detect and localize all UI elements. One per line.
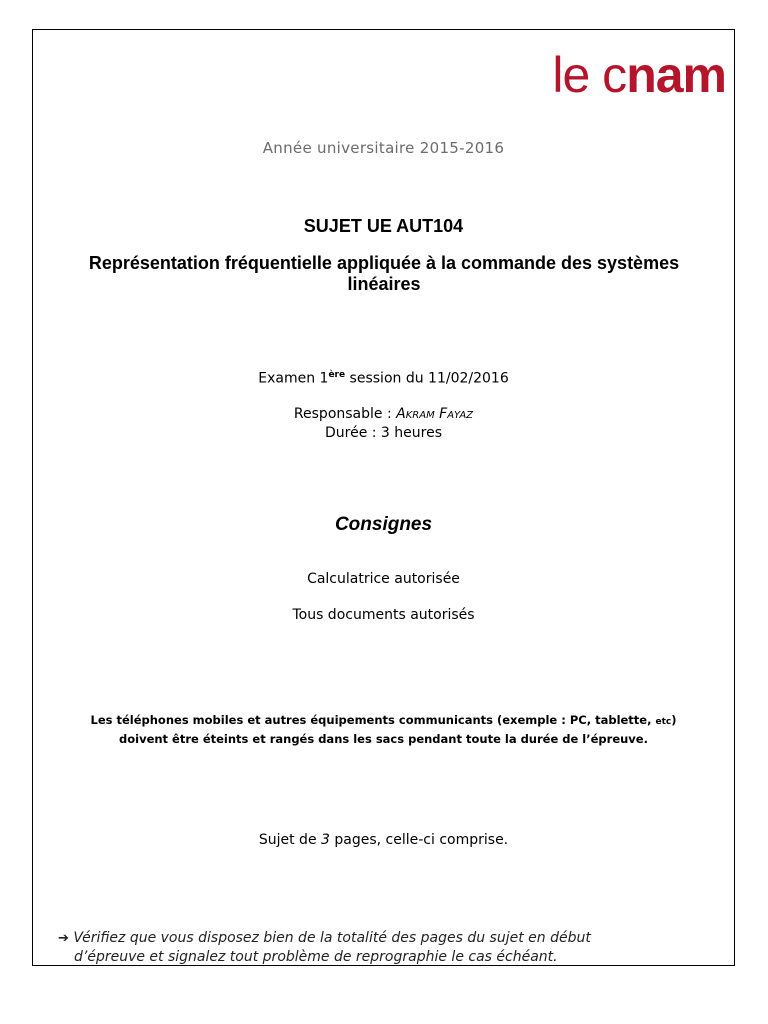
- verify-line1: Vérifiez que vous disposez bien de la totalité des pages du sujet en début: [68, 930, 591, 946]
- cnam-logo: [552, 47, 726, 103]
- responsable-label: Responsable :: [293, 406, 397, 422]
- page-count-suffix: pages, celle-ci comprise.: [329, 832, 509, 848]
- page-count-number: 3: [321, 832, 330, 848]
- calculator-rule: Calculatrice autorisée: [307, 571, 460, 587]
- exam-duration: Durée : 3 heures: [324, 425, 443, 441]
- exam-suffix: session du 11/02/2016: [345, 370, 509, 387]
- academic-year: Année universitaire 2015-2016: [262, 139, 505, 157]
- phones-warning-line2: doivent être éteints et rangés dans les sacs pendant toute la durée de l’épreuve.: [119, 732, 648, 746]
- page-count: [32, 832, 735, 848]
- page-count-prefix: Sujet de: [258, 832, 322, 848]
- consignes-heading: Consignes: [334, 514, 433, 535]
- page-border: [32, 29, 735, 966]
- verify-line2: d’épreuve et signalez tout problème de reprographie le cas échéant.: [74, 949, 558, 965]
- responsable: [32, 406, 735, 422]
- logo-part-2: nam: [626, 47, 726, 103]
- phones-warning: [32, 712, 735, 748]
- documents-rule: Tous documents autorisés: [292, 607, 475, 623]
- logo-part-1: le c: [552, 47, 627, 103]
- arrow-right-icon: ➔: [58, 931, 69, 946]
- ue-subtitle: Représentation fréquentielle appliquée à la commande des systèmes linéaires: [88, 253, 680, 294]
- exam-session: [32, 370, 735, 387]
- verify-notice: [58, 929, 712, 967]
- responsable-name: Akram Fayaz: [396, 406, 474, 422]
- exam-superscript: ère: [328, 370, 346, 380]
- phones-warning-line1-end: ): [671, 713, 677, 727]
- ue-title: SUJET UE AUT104: [303, 216, 464, 236]
- phones-warning-etc: etc: [655, 717, 672, 727]
- exam-prefix: Examen 1: [258, 370, 329, 387]
- phones-warning-line1: Les téléphones mobiles et autres équipements communicants (exemple : PC, tablette,: [90, 713, 656, 727]
